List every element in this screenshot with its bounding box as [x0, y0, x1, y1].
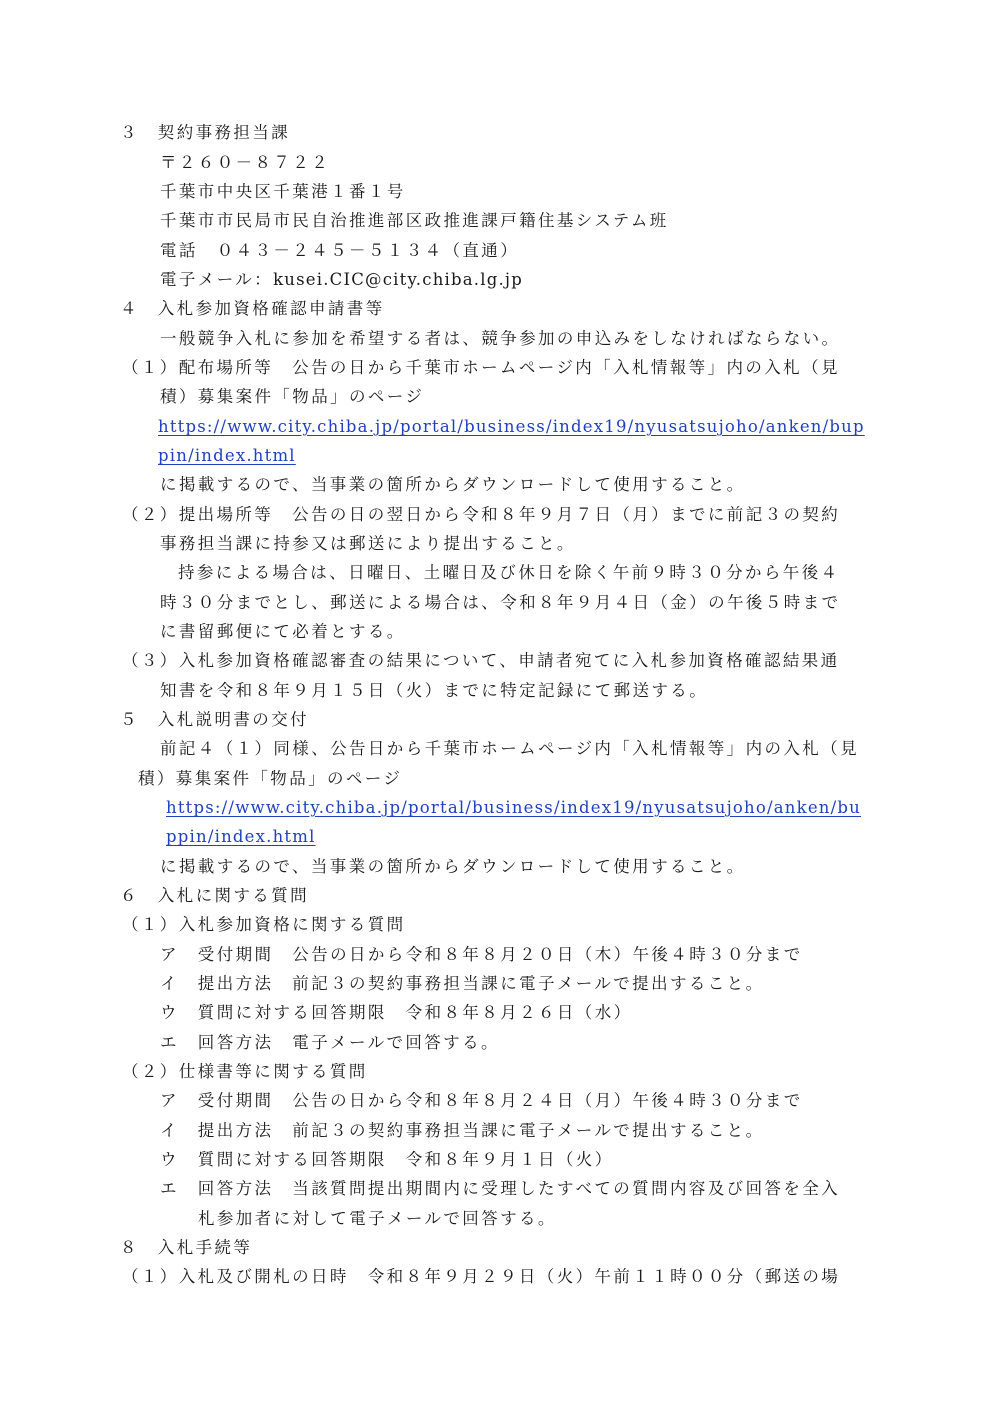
section-4-url-link[interactable]: https://www.city.chiba.jp/portal/business/index19/nyusatsujoho/anken/bup [158, 417, 865, 436]
department: 千葉市市民局市民自治推進部区政推進課戸籍住基システム班 [160, 211, 669, 230]
section-6-sub-2-item-e-line-1: エ 回答方法 当該質問提出期間内に受理したすべての質問内容及び回答を全入 [160, 1179, 841, 1198]
section-6-heading: ６ 入札に関する質問 [120, 886, 309, 905]
email-label: 電子メール： [160, 270, 274, 289]
section-4-item-2-line-4: 時３０分までとし、郵送による場合は、令和８年９月４日（金）の午後５時まで [160, 593, 841, 612]
section-6-sub-2-item-u: ウ 質問に対する回答期限 令和８年９月１日（火） [160, 1150, 614, 1169]
section-4-item-1-line-3: に掲載するので、当事業の箇所からダウンロードして使用すること。 [160, 475, 746, 494]
section-5-url-link-continued[interactable]: ppin/index.html [166, 827, 316, 846]
section-4-item-2-line-1: （２）提出場所等 公告の日の翌日から令和８年９月７日（月）までに前記３の契約 [122, 505, 841, 524]
phone: 電話 ０４３－２４５－５１３４（直通） [160, 241, 520, 260]
section-6-sub-2-item-a: ア 受付期間 公告の日から令和８年８月２４日（月）午後４時３０分まで [160, 1091, 803, 1110]
section-5-heading: ５ 入札説明書の交付 [120, 710, 309, 729]
section-4-item-2-line-3: 持参による場合は、日曜日、土曜日及び休日を除く午前９時３０分から午後４ [178, 563, 840, 582]
section-4-heading: ４ 入札参加資格確認申請書等 [120, 299, 385, 318]
section-5-line-2: 積）募集案件「物品」のページ [138, 769, 403, 788]
section-8-heading: ８ 入札手続等 [120, 1238, 253, 1257]
postal-code: 〒２６０－８７２２ [160, 153, 331, 172]
section-4-url-link-continued[interactable]: pin/index.html [158, 446, 296, 465]
section-8-item-1-line-1: （１）入札及び開札の日時 令和８年９月２９日（火）午前１１時００分（郵送の場 [122, 1267, 841, 1286]
section-6-sub-1-item-a: ア 受付期間 公告の日から令和８年８月２０日（木）午後４時３０分まで [160, 945, 803, 964]
section-4-intro: 一般競争入札に参加を希望する者は、競争参加の申込みをしなければならない。 [160, 329, 841, 348]
section-4-item-1-line-1: （１）配布場所等 公告の日から千葉市ホームページ内「入札情報等」内の入札（見 [122, 358, 840, 377]
section-5-line-3: に掲載するので、当事業の箇所からダウンロードして使用すること。 [160, 857, 746, 876]
section-4-item-2-line-5: に書留郵便にて必着とする。 [160, 622, 406, 641]
section-6-sub-1-heading: （１）入札参加資格に関する質問 [122, 915, 406, 934]
section-6-sub-2-heading: （２）仕様書等に関する質問 [122, 1062, 368, 1081]
address: 千葉市中央区千葉港１番１号 [160, 182, 406, 201]
email-line [160, 269, 523, 291]
section-6-sub-2-item-e-line-2: 札参加者に対して電子メールで回答する。 [198, 1209, 557, 1228]
section-5-line-1: 前記４（１）同様、公告日から千葉市ホームページ内「入札情報等」内の入札（見 [160, 739, 859, 758]
section-4-item-2-line-2: 事務担当課に持参又は郵送により提出すること。 [160, 534, 576, 553]
section-6-sub-1-item-e: エ 回答方法 電子メールで回答する。 [160, 1033, 500, 1052]
section-5-url-link[interactable]: https://www.city.chiba.jp/portal/business/index19/nyusatsujoho/anken/bu [166, 798, 861, 817]
section-6-sub-1-item-i: イ 提出方法 前記３の契約事務担当課に電子メールで提出すること。 [160, 974, 765, 993]
email-address: kusei.CIC@city.chiba.lg.jp [273, 270, 523, 289]
section-4-item-3-line-1: （３）入札参加資格確認審査の結果について、申請者宛てに入札参加資格確認結果通 [122, 651, 840, 670]
section-4-item-3-line-2: 知書を令和８年９月１５日（火）までに特定記録にて郵送する。 [160, 681, 709, 700]
section-3-heading: ３ 契約事務担当課 [120, 123, 291, 142]
section-4-item-1-line-2: 積）募集案件「物品」のページ [160, 387, 425, 406]
section-6-sub-2-item-i: イ 提出方法 前記３の契約事務担当課に電子メールで提出すること。 [160, 1121, 765, 1140]
section-6-sub-1-item-u: ウ 質問に対する回答期限 令和８年８月２６日（水） [160, 1003, 633, 1022]
